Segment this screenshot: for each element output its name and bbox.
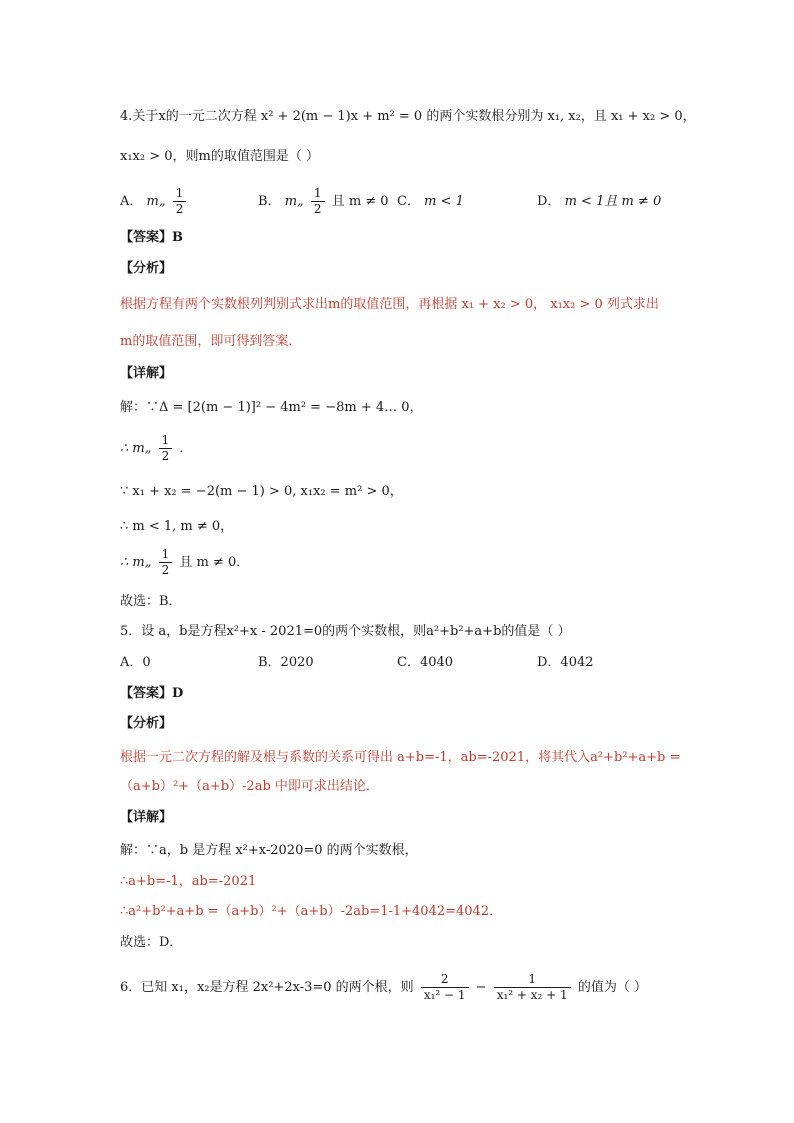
- fraction-denominator: 2: [159, 562, 173, 578]
- minus-sign: −: [475, 980, 487, 995]
- q5-detail-tag: 【详解】: [120, 810, 173, 825]
- option-label: D．: [537, 194, 561, 209]
- fraction: [311, 186, 325, 217]
- q5-option-d: D．4042: [537, 655, 594, 670]
- q4-stem-line2: x₁x₂ > 0，则m的取值范围是（ ）: [120, 149, 319, 164]
- solution-expr: ∴ m„: [120, 555, 152, 570]
- q4-solution-line2: [120, 433, 192, 464]
- fraction-numerator: 2: [440, 972, 449, 986]
- fraction: [494, 972, 571, 1003]
- q4-choose: 故选：B．: [120, 594, 182, 609]
- q4-solution-line3: ∵ x₁ + x₂ = −2(m − 1) > 0, x₁x₂ = m² > 0，: [120, 484, 403, 499]
- q4-analysis-line1: 根据方程有两个实数根列判别式求出m的取值范围，再根据 x₁ + x₂ > 0， x₁x₂ > 0 列式求出: [120, 297, 659, 312]
- fraction-numerator: 1: [161, 433, 170, 447]
- q5-analysis-line2: （a+b）²+（a+b）-2ab 中即可求出结论．: [120, 779, 379, 794]
- solution-expr: ∴ m„: [120, 441, 152, 456]
- option-expr: m„: [146, 194, 166, 209]
- fraction-denominator: 2: [159, 448, 173, 464]
- fraction: [159, 547, 173, 578]
- q5-analysis-line1: 根据一元二次方程的解及根与系数的关系可得出 a+b=-1，ab=-2021，将其代入a²+b²+a+b =: [120, 750, 681, 765]
- fraction: [159, 433, 173, 464]
- option-suffix: 且 m ≠ 0: [331, 194, 389, 209]
- option-label: B．: [258, 194, 281, 209]
- q5-solution-line3: ∴a²+b²+a+b =（a+b）²+（a+b）-2ab=1-1+4042=4042．: [120, 904, 503, 919]
- fraction-denominator: 2: [311, 201, 325, 217]
- q5-analysis-tag: 【分析】: [120, 716, 173, 731]
- fraction-denominator: 2: [173, 201, 187, 217]
- option-label: C．: [397, 194, 420, 209]
- q5-choose: 故选：D．: [120, 935, 183, 950]
- q5-option-a: A．0: [120, 655, 151, 670]
- q4-option-a: [120, 186, 189, 217]
- fraction-numerator: 1: [175, 186, 184, 200]
- q4-stem-line1: 4.关于x的一元二次方程 x² + 2(m − 1)x + m² = 0 的两个实数根分别为 x₁, x₂，且 x₁ + x₂ > 0，: [120, 109, 696, 124]
- q5-answer-tag: 【答案】D: [120, 686, 184, 701]
- q6-stem-suffix: 的值为（ ）: [577, 980, 647, 995]
- solution-suffix: 且 m ≠ 0．: [179, 555, 250, 570]
- q6-stem: [120, 972, 647, 1003]
- solution-suffix: ．: [179, 441, 193, 456]
- q4-option-c: [397, 192, 464, 212]
- fraction: [173, 186, 187, 217]
- option-expr: m < 1且 m ≠ 0: [564, 194, 662, 209]
- option-label: A．: [120, 194, 143, 209]
- option-expr: m < 1: [424, 194, 464, 209]
- fraction-denominator: x₁² − 1: [421, 987, 469, 1003]
- q4-analysis-line2: m的取值范围，即可得到答案．: [120, 334, 302, 349]
- q4-detail-tag: 【详解】: [120, 366, 173, 381]
- q6-stem-prefix: 6．已知 x₁，x₂是方程 2x²+2x-3=0 的两个根，则: [120, 980, 414, 995]
- q5-stem: 5．设 a，b是方程x²+x - 2021=0的两个实数根，则a²+b²+a+b的值是（ ）: [120, 624, 571, 639]
- q5-option-b: B．2020: [258, 655, 314, 670]
- q4-solution-line1: 解：∵Δ = [2(m − 1)]² − 4m² = −8m + 4… 0，: [120, 400, 423, 415]
- q5-solution-line1: 解：∵a，b 是方程 x²+x-2020=0 的两个实数根，: [120, 843, 418, 858]
- q4-solution-line4: ∴ m < 1, m ≠ 0，: [120, 519, 234, 534]
- option-expr: m„: [284, 194, 304, 209]
- fraction-numerator: 1: [161, 547, 170, 561]
- fraction-numerator: 1: [313, 186, 322, 200]
- q4-analysis-tag: 【分析】: [120, 261, 173, 276]
- q5-solution-line2: ∴a+b=-1，ab=-2021: [120, 874, 257, 889]
- fraction-denominator: x₁² + x₂ + 1: [494, 987, 571, 1003]
- fraction: [421, 972, 469, 1003]
- fraction-numerator: 1: [528, 972, 537, 986]
- q4-solution-line5: [120, 547, 249, 578]
- q4-option-d: [537, 192, 661, 212]
- q4-option-b: [258, 186, 389, 217]
- q5-option-c: C．4040: [397, 655, 454, 670]
- q4-answer-tag: 【答案】B: [120, 230, 183, 245]
